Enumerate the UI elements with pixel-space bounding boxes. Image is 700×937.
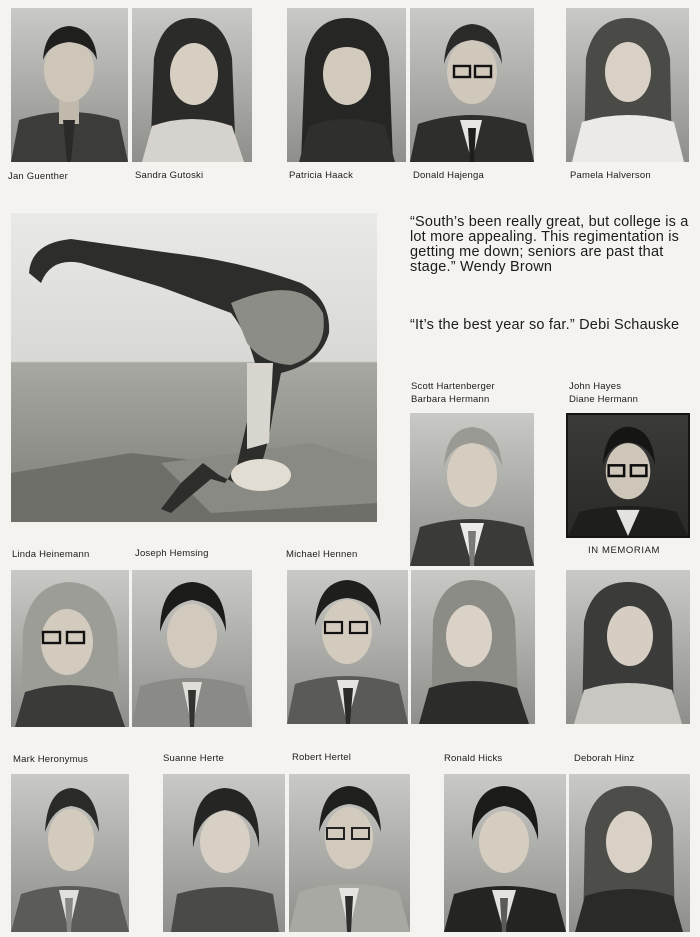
portrait-photo: [410, 8, 534, 162]
portrait-photo: [566, 570, 690, 724]
portrait-photo: [132, 8, 252, 162]
student-name: Joseph Hemsing: [135, 548, 209, 559]
portrait-photo: [287, 570, 408, 724]
portrait-photo: [287, 8, 406, 162]
student-name: Donald Hajenga: [413, 170, 484, 181]
student-name: Linda Heinemann: [12, 549, 90, 560]
portrait-photo: [410, 413, 534, 566]
portrait-photo: [132, 570, 252, 727]
student-name: Robert Hertel: [292, 752, 352, 763]
portrait-photo: [163, 774, 285, 932]
in-memoriam-label: IN MEMORIAM: [588, 545, 661, 556]
student-name: Jan Guenther: [8, 171, 68, 182]
student-quote: “South’s been really great, but college is a lot more appealing. This regimentation is getting me down; seniors are past that stage.” Wendy Brown: [410, 214, 689, 275]
portrait-photo: [11, 8, 128, 162]
student-name: Michael Hennen: [286, 549, 358, 560]
student-name: John Hayes: [569, 381, 622, 392]
portrait-photo: [11, 570, 129, 727]
student-name: Sandra Gutoski: [135, 170, 204, 181]
gymnastics-photo: [11, 213, 377, 522]
memorial-portrait-photo: [566, 413, 690, 538]
student-name: Deborah Hinz: [574, 753, 635, 764]
portrait-photo: [566, 8, 689, 162]
student-name: Ronald Hicks: [444, 753, 503, 764]
student-name: Mark Heronymus: [13, 754, 89, 765]
student-quote: “It’s the best year so far.” Debi Schauske: [410, 317, 680, 333]
student-name: Scott Hartenberger: [411, 381, 495, 392]
student-name: Patricia Haack: [289, 170, 354, 181]
portrait-photo: [11, 774, 129, 932]
student-name: Pamela Halverson: [570, 170, 651, 181]
portrait-photo: [289, 774, 410, 932]
portrait-photo: [411, 570, 535, 724]
student-name: Barbara Hermann: [411, 394, 490, 405]
student-name: Suanne Herte: [163, 753, 225, 764]
portrait-photo: [569, 774, 690, 932]
student-name: Diane Hermann: [569, 394, 639, 405]
portrait-photo: [444, 774, 566, 932]
